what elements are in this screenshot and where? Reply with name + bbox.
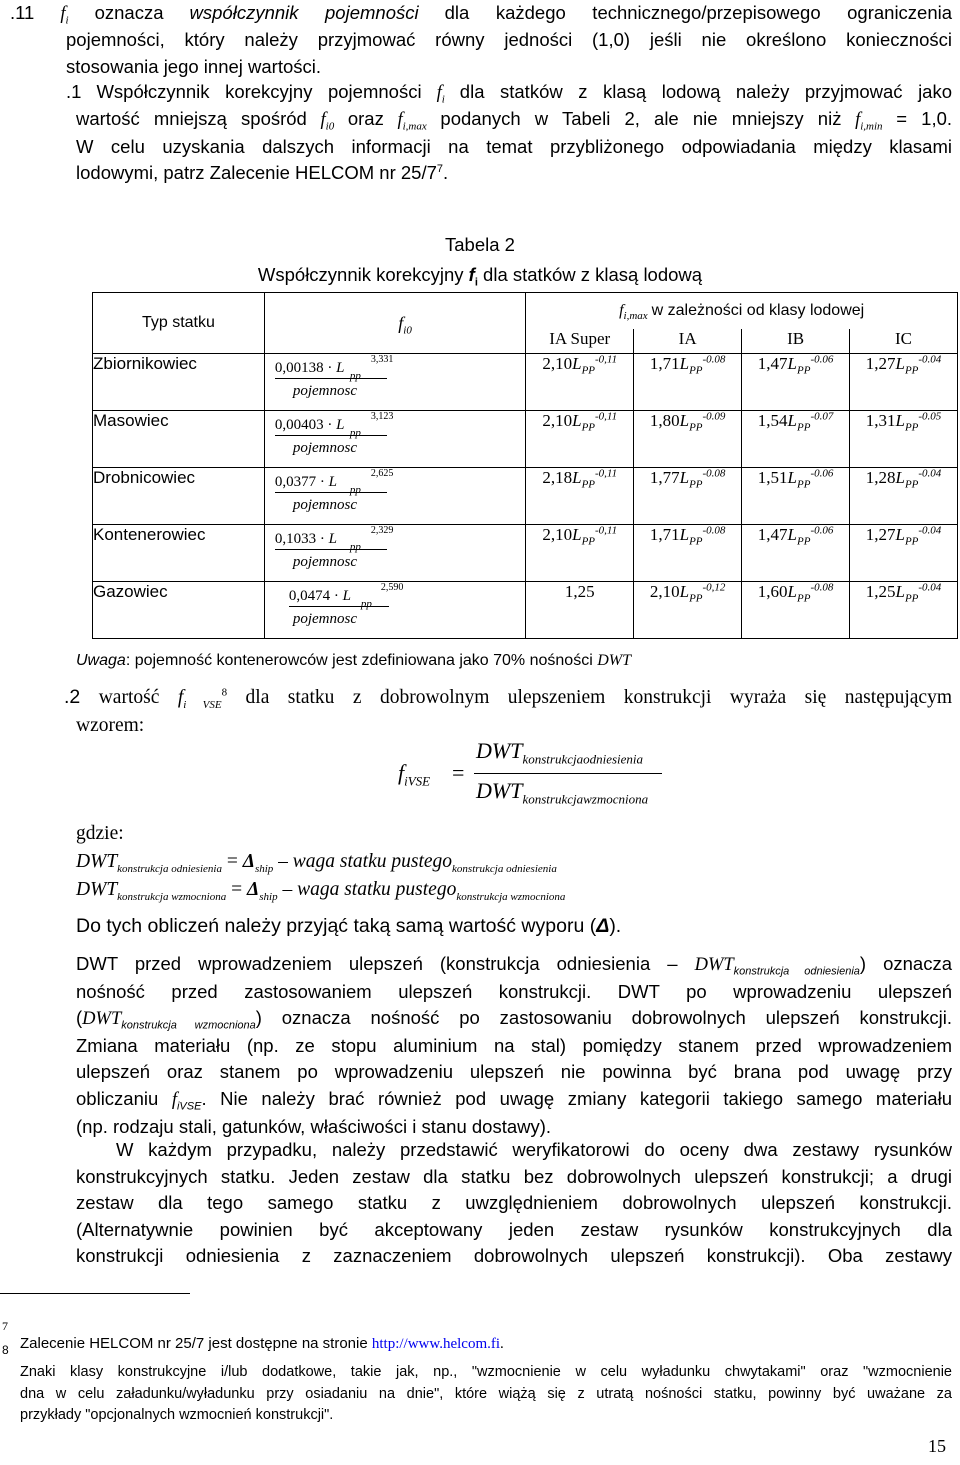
para-drawings-line-4: (Alternatywnie powinien być akceptowany jeden zestaw rysunków konstrukcyjnych dla (76, 1218, 952, 1240)
fi0-formula: 0,0474 · L 2,590 pp pojemnosc (264, 582, 525, 639)
fimax-value: $2,10L_{PP}^{-0,12}$ (634, 582, 742, 639)
para-11-line-3: stosowania jego innej wartości. (66, 55, 322, 77)
ice-class-table (92, 292, 958, 639)
para-dwt-line-4: Zmiana materiału (np. ze stopu aluminium na stal) pomiędzy stanem przed wprowadzeniem (76, 1034, 952, 1056)
footnote-8-line-1: Znaki klasy konstrukcyjne i/lub dodatkowe, takie jak, np., "wzmocnienie w celu wyładunku chwytakami" oraz "wzmocnienie (20, 1364, 952, 1380)
para-dwt-line-6: obliczaniu $f_{iVSE}$. Nie należy brać również pod uwagę zmiany kategorii takiego samego materiału (76, 1087, 952, 1113)
fimax-value: $1,80L_{PP}^{-0.09}$ (634, 411, 742, 468)
ship-type: Masowiec (93, 411, 265, 468)
fimax-value: $1,47L_{PP}^{-0.06}$ (742, 525, 850, 582)
class-ia-super: IA Super (526, 329, 634, 354)
fimax-value: $2,18L_{PP}^{-0,11}$ (526, 468, 634, 525)
footnote-separator (0, 1293, 190, 1294)
class-ia: IA (634, 329, 742, 354)
para-2 (64, 683, 952, 740)
fi0-formula: 0,1033 · L 2,329 pp pojemnosc (264, 525, 525, 582)
table-row (93, 525, 958, 582)
para-2-line-1: .2 wartość $f_{i VSE}^8$ dla statku z dobrowolnym ulepszeniem konstrukcji wyraża się następującym (64, 686, 952, 711)
fimax-value: $1,54L_{PP}^{-0.07}$ (742, 411, 850, 468)
class-ib: IB (742, 329, 850, 354)
footnote-8-line-2: dna w celu załadunku/wyładunku przy osiadaniu na dnie", które wiążą się z utratą nośności statku, powinny być uważane za (20, 1385, 952, 1402)
fimax-value: $1,71L_{PP}^{-0.08}$ (634, 525, 742, 582)
table-caption (0, 230, 960, 290)
para-1-line-3: W celu uzyskania dalszych informacji na temat przybliżonego odpowiadania między klasami (76, 135, 952, 157)
table-row (93, 468, 958, 525)
fi0-formula: 0,00403 · L 3,123 pp pojemnosc (264, 411, 525, 468)
para-1-line-4: lodowymi, patrz Zalecenie HELCOM nr $25/7^7$. (76, 162, 449, 184)
para-dwt-line-7: (np. rodzaju stali, gatunków, właściwości i stanu dostawy). (76, 1115, 552, 1137)
fi0-formula: 0,0377 · L 2,625 pp pojemnosc (264, 468, 525, 525)
para-1-line-2: wartość mniejszą spośród $f_{i0}$ oraz $f_{i,max}$ podanych w Tabeli 2, ale nie mniejszy niż $f_{i,min} = 1,0$. (76, 108, 953, 134)
para-drawings-line-1: W każdym przypadku, należy przedstawić weryfikatorowi do oceny dwa zestawy rysunków (116, 1139, 952, 1160)
header-fi0: $f_{i0}$ (264, 293, 525, 354)
fimax-value: $1,28L_{PP}^{-0.04}$ (850, 468, 958, 525)
fimax-value: $1,27L_{PP}^{-0.04}$ (850, 525, 958, 582)
definition-dwt-reinforced: $DWT_{konstrukcja wzmocniona} = \Delta_{ship}$ – waga statku pustego$_{konstrukcja wzmocniona}$ (76, 879, 566, 903)
displacement-note: Do tych obliczeń należy przyjąć taką samą wartość wyporu (Δ). (76, 915, 622, 937)
header-ship-type: Typ statku (93, 293, 265, 354)
fimax-value: $1,71L_{PP}^{-0.08}$ (634, 354, 742, 411)
para-dwt (76, 951, 952, 1140)
footnote-7: 7 Zalecenie HELCOM nr 25/7 jest dostępne na stronie http://www.helcom.fi. (2, 1319, 504, 1352)
para-11-line-1: .11 $f_i$ oznacza współczynnik pojemności dla każdego technicznego/przepisowego ograniczenia (10, 2, 953, 27)
fimax-value: $2,10L_{PP}^{-0,11}$ (526, 411, 634, 468)
ship-type: Drobnicowiec (93, 468, 265, 525)
table-note: Uwaga: pojemność kontenerowców jest zdefiniowana jako 70% nośności DWT (76, 652, 631, 669)
formula-fivse: $f_{iVSE}$ = $DWT_{konstrukcjaodniesienia}$ $DWT_{konstrukcjawzmocniona}$ (398, 738, 698, 810)
para-dwt-line-3: $(DWT_{konstrukcja wzmocniona})$ oznacza nośność po zastosowaniu dobrowolnych ulepszeń konstrukcji. (76, 1007, 952, 1032)
class-ic: IC (850, 329, 958, 354)
fimax-value: $1,60L_{PP}^{-0.08}$ (742, 582, 850, 639)
table-number: Tabela 2 (445, 234, 515, 255)
para-1-line-1: .1 Współczynnik korekcyjny pojemności $f_i$ dla statków z klasą lodową należy przyjmować jako (66, 81, 953, 106)
table-title: Współczynnik korekcyjny $f_i$ dla statków z klasą lodową (257, 264, 703, 289)
para-1 (66, 79, 952, 187)
fimax-value: $1,77L_{PP}^{-0.08}$ (634, 468, 742, 525)
table-row (93, 411, 958, 468)
footnote-8: 8 Znaki klasy konstrukcyjne i/lub dodatkowe, takie jak, np., "wzmocnienie w celu wyładunku chwytakami" oraz "wzmocnienie dna w celu załadunku/wyładunku przy osiadaniu na dnie", które wiążą się z utratą nośności statku, powinny być uważane za przykłady "opcjonalnych wzmocnień konstrukcji". (0, 1362, 952, 1427)
definition-dwt-reference: $DWT_{konstrukcja odniesienia} = \Delta_{ship}$ – waga statku pustego$_{konstrukcja odniesienia}$ (76, 851, 557, 875)
table-row (93, 582, 958, 639)
fimax-value: $1,47L_{PP}^{-0.06}$ (742, 354, 850, 411)
page-number: 15 (928, 1436, 946, 1456)
para-11-line-2: pojemności, który należy przyjmować równy jedności (1,0) jeśli nie określono konieczności (66, 29, 952, 51)
fimax-value: $1,27L_{PP}^{-0.04}$ (850, 354, 958, 411)
helcom-link[interactable]: http://www.helcom.fi (371, 1336, 501, 1352)
para-11 (10, 0, 952, 80)
definitions (76, 820, 621, 940)
para-dwt-line-5: ulepszeń oraz stanem po wprowadzeniu ulepszeń nie powinna być brana pod uwagę przy (76, 1061, 952, 1083)
para-2-line-2: wzorem: (76, 715, 145, 736)
footnote-8-line-3: przykłady "opcjonalnych wzmocnień konstrukcji". (20, 1407, 334, 1423)
table-row (93, 354, 958, 411)
fimax-value: $1,25L_{PP}^{-0.04}$ (850, 582, 958, 639)
para-drawings (76, 1137, 952, 1270)
para-dwt-line-2: nośność przed zastosowaniem ulepszeń konstrukcji. DWT po wprowadzeniu ulepszeń (76, 980, 952, 1002)
para-drawings-line-2: konstrukcyjnych statku. Jeden zestaw dla statku bez dobrowolnych ulepszeń konstrukcji; a drugi (76, 1165, 952, 1187)
para-dwt-line-1: DWT przed wprowadzeniem ulepszeń (konstrukcja odniesienia – $DWT_{konstrukcja odniesienia}$) oznacza (76, 953, 952, 978)
fimax-value: $1,31L_{PP}^{-0.05}$ (850, 411, 958, 468)
fi0-formula: 0,00138 · L 3,331 pp pojemnosc (264, 354, 525, 411)
header-fimax: $f_{i,max}$ w zależności od klasy lodowej (526, 293, 958, 330)
para-drawings-line-3: zestaw dla tego samego statku z uwzględnieniem dobrowolnych ulepszeń konstrukcji. (76, 1192, 952, 1214)
ship-type: Zbiornikowiec (93, 354, 265, 411)
fimax-value: 1,25 (526, 582, 634, 639)
fimax-value: $1,51L_{PP}^{-0.06}$ (742, 468, 850, 525)
fimax-value: $2,10L_{PP}^{-0,11}$ (526, 525, 634, 582)
ship-type: Kontenerowiec (93, 525, 265, 582)
ship-type: Gazowiec (93, 582, 265, 639)
where-label: gdzie: (76, 823, 124, 844)
fimax-value: $2,10L_{PP}^{-0,11}$ (526, 354, 634, 411)
para-drawings-line-5: konstrukcji odniesienia z zaznaczeniem dobrowolnych ulepszeń konstrukcji). Oba zestawy (76, 1245, 952, 1267)
